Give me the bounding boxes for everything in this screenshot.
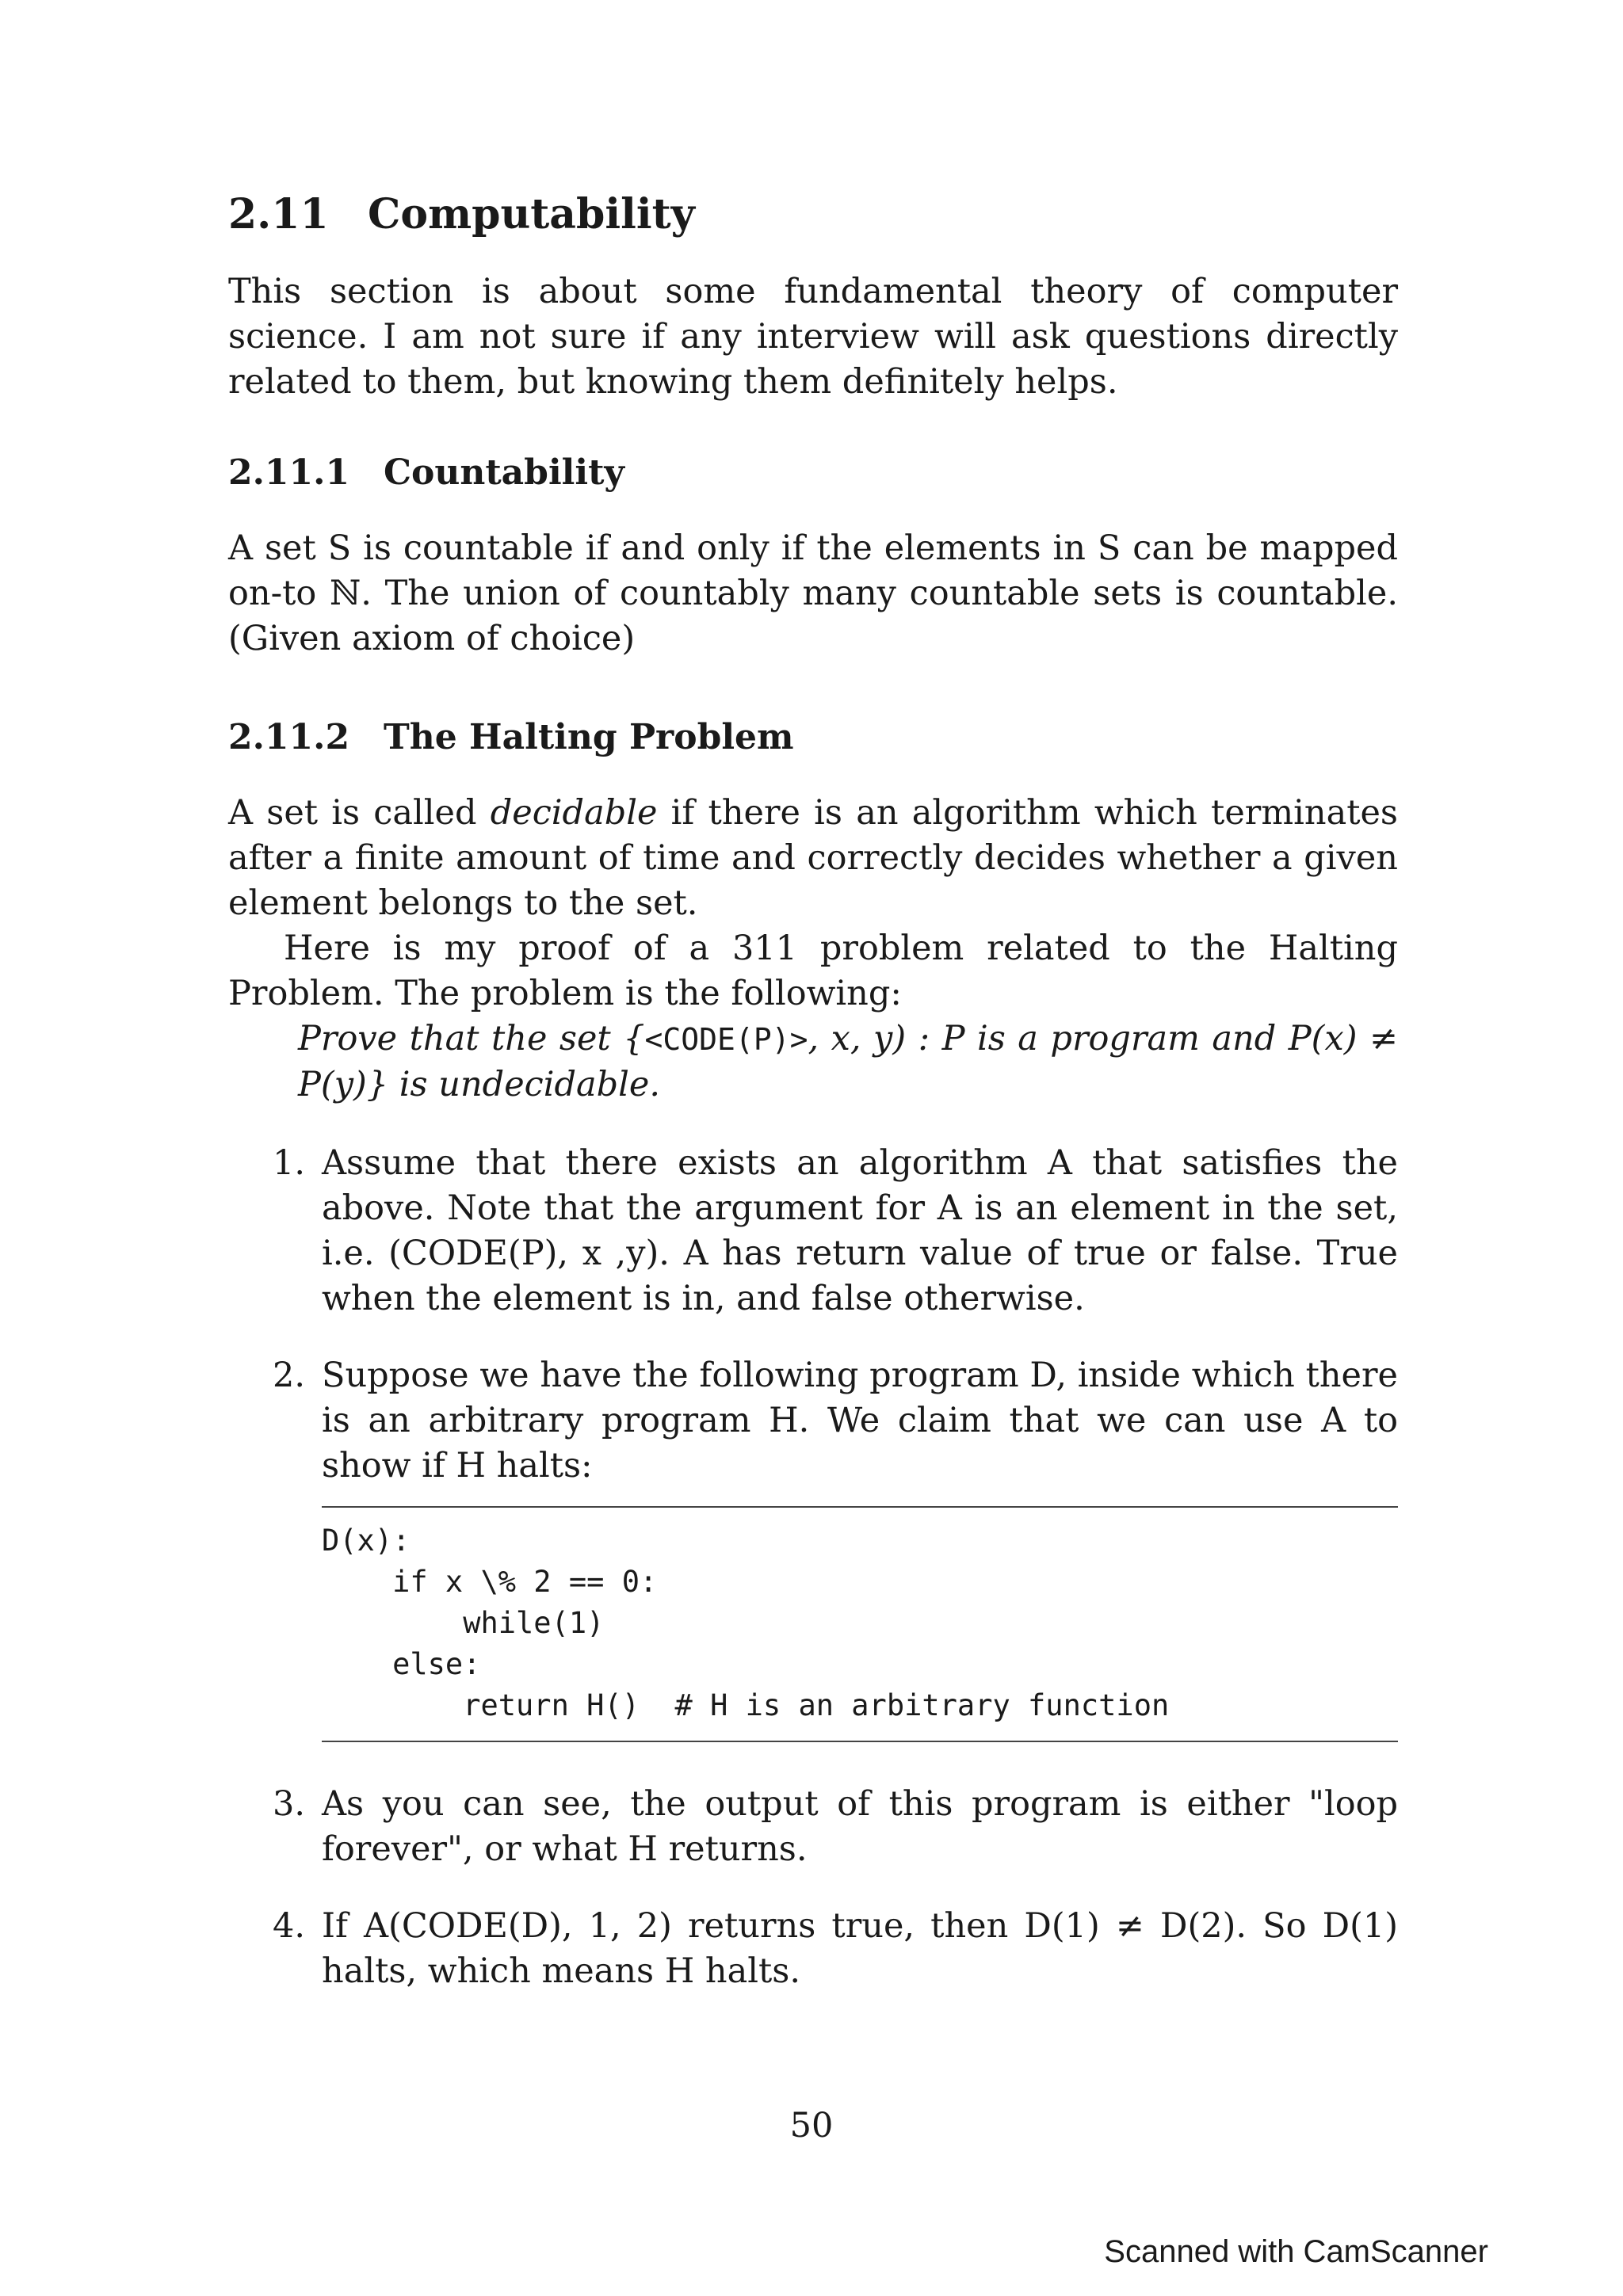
list-item-marker: 1.	[273, 1142, 306, 1183]
decidable-prefix: A set is called	[228, 792, 491, 833]
page-content	[228, 190, 1398, 1994]
halting-number: 2.11.2	[228, 717, 350, 758]
countability-paragraph: A set S is countable if and only if the elements in S can be mapped on-to ℕ. The union of countably many countable sets is countable. (Given axiom of choice)	[228, 528, 1398, 659]
decidable-term: decidable	[490, 792, 658, 833]
countability-heading	[228, 452, 1398, 494]
section-title: Computability	[368, 190, 695, 238]
decidable-suffix: if there is an algorithm which terminates after a finite amount of time and correctly decides whether a given element belongs to the set.	[228, 792, 1398, 923]
halting-title: The Halting Problem	[384, 717, 794, 758]
code-line: if x \% 2 == 0:	[322, 1564, 658, 1599]
list-item-marker: 4.	[273, 1905, 306, 1946]
code-line: else:	[322, 1646, 481, 1681]
list-item	[228, 1782, 1398, 1872]
countability-number: 2.11.1	[228, 452, 350, 494]
list-item-text: Suppose we have the following program D, inside which there is an arbitrary program H. We claim that we can use A to show if H halts:	[322, 1355, 1398, 1486]
code-line: while(1)	[322, 1605, 605, 1640]
statement-code: <CODE(P)>	[644, 1021, 808, 1057]
code-line: return H() # H is an arbitrary function	[322, 1688, 1170, 1722]
proof-steps-list-continued	[228, 1782, 1398, 1994]
statement-suffix: , x, y) : P is a program and P(x) ≠ P(y)} is undecidable.	[298, 1018, 1398, 1104]
section-number: 2.11	[228, 190, 329, 238]
page-number: 50	[789, 2106, 834, 2145]
list-item-text: If A(CODE(D), 1, 2) returns true, then D(1) ≠ D(2). So D(1) halts, which means H halts.	[322, 1905, 1398, 1991]
list-item	[228, 1904, 1398, 1994]
decidable-paragraph	[228, 791, 1398, 926]
list-item-marker: 2.	[273, 1355, 306, 1395]
proof-steps-list	[228, 1141, 1398, 1489]
section-heading	[228, 190, 1398, 239]
section-intro-paragraph: This section is about some fundamental theory of computer science. I am not sure if any interview will ask questions directly related to them, but knowing them definitely helps.	[228, 272, 1398, 402]
countability-title: Countability	[384, 452, 624, 494]
list-item-text: Assume that there exists an algorithm A that satisfies the above. Note that the argument for A is an element in the set, i.e. (CODE(P), x ,y). A has return value of true or false. True when the element is in, and false otherwise.	[322, 1142, 1398, 1318]
list-item	[228, 1353, 1398, 1489]
list-item	[228, 1141, 1398, 1322]
list-item-text: As you can see, the output of this program is either "loop forever", or what H returns.	[322, 1783, 1398, 1869]
scanner-watermark: Scanned with CamScanner	[1104, 2234, 1488, 2269]
code-line: D(x):	[322, 1523, 411, 1558]
code-block	[322, 1506, 1398, 1742]
halting-heading	[228, 717, 1398, 759]
list-item-marker: 3.	[273, 1783, 306, 1824]
statement-prefix: Prove that the set {	[298, 1018, 645, 1058]
problem-statement	[298, 1016, 1398, 1108]
proof-intro-paragraph: Here is my proof of a 311 problem related to the Halting Problem. The problem is the following:	[228, 928, 1398, 1013]
